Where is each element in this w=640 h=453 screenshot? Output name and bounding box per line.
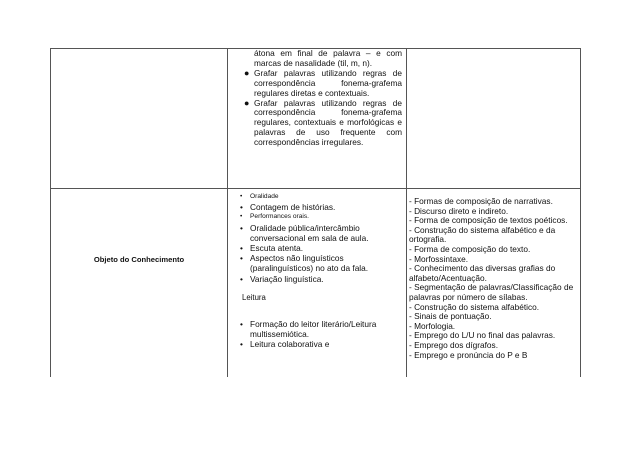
label-cell [51, 189, 228, 378]
bullet-icon: ● [244, 67, 250, 78]
table-cell-empty [407, 49, 581, 189]
bullet-icon: • [240, 273, 243, 284]
list-item: - Sinais de pontuação. [409, 311, 492, 322]
bullet-icon: • [240, 193, 243, 200]
topics-cell [407, 189, 581, 378]
list-item: • Oralidade [228, 192, 406, 202]
list-item: - Conhecimento das diversas grafias do alfabeto/Acentuação. [409, 263, 556, 283]
list-item: - Construção do sistema alfabético e da ortografia. [409, 224, 556, 245]
oralidade-list [228, 189, 406, 284]
list-item: - Emprego dos dígrafos. [409, 339, 499, 350]
list-item: - Morfologia. [409, 320, 456, 331]
list-item: • Performances orais. [228, 212, 406, 222]
list-item: - Discurso direto e indireto. [409, 205, 509, 216]
list-item: • Oralidade pública/intercâmbio conversacional em sala de aula. [240, 222, 369, 243]
bullet-icon: • [240, 318, 243, 329]
content-cell [228, 189, 407, 378]
skills-cell [228, 49, 407, 189]
bullet-icon: • [240, 253, 243, 264]
list-item: ● Grafar palavras utilizando regras de correspondência fonema-grafema regulares diretas e contextuais. [244, 67, 402, 98]
list-item: • Variação linguística. [240, 273, 324, 284]
leitura-heading: Leitura [242, 292, 266, 302]
list-item: - Emprego e pronúncia do P e B [409, 349, 528, 360]
list-item: ● Grafar palavras utilizando regras de correspondência fonema-grafema regulares, contextuais e morfológicas e palavras de uso frequente com correspondências irregulares. [244, 97, 402, 148]
list-item: - Morfossintaxe. [409, 253, 469, 264]
row-label: Objeto do Conhecimento [93, 255, 185, 264]
list-item: - Construção do sistema alfabético. [409, 301, 540, 312]
table-cell-empty [51, 49, 228, 189]
list-item: • Formação do leitor literário/Leitura multissemiótica. [240, 318, 377, 340]
bullet-icon: • [240, 339, 243, 350]
topics-list [407, 189, 580, 360]
list-item: - Formas de composição de narrativas. [409, 196, 553, 206]
leitura-list [228, 319, 406, 350]
list-item: • Escuta atenta. [240, 243, 304, 254]
list-item: - Emprego do L/U no final das palavras. [409, 330, 556, 341]
list-item: • Aspectos não linguísticos (paralinguísticos) no ato da fala. [240, 253, 369, 274]
bullet-icon: ● [244, 97, 250, 108]
bullet-icon: • [240, 243, 243, 254]
list-item: - Segmentação de palavras/Classificação de palavras por número de sílabas. [409, 282, 574, 302]
continued-text: átona em final de palavra – e com marcas de nasalidade (til, m, n). [254, 48, 402, 68]
bullet-icon: • [240, 213, 243, 221]
bullet-icon: • [240, 222, 243, 233]
table-row [51, 49, 581, 189]
skills-list [228, 69, 406, 148]
list-item: - Forma de composição de textos poéticos. [409, 215, 568, 226]
table-row [51, 189, 581, 378]
curriculum-table [50, 48, 581, 377]
list-item: - Forma de composição do texto. [409, 243, 531, 254]
list-item: • Contagem de histórias. [240, 202, 336, 213]
list-item: • Leitura colaborativa e [240, 339, 330, 350]
bullet-icon: • [240, 202, 243, 213]
